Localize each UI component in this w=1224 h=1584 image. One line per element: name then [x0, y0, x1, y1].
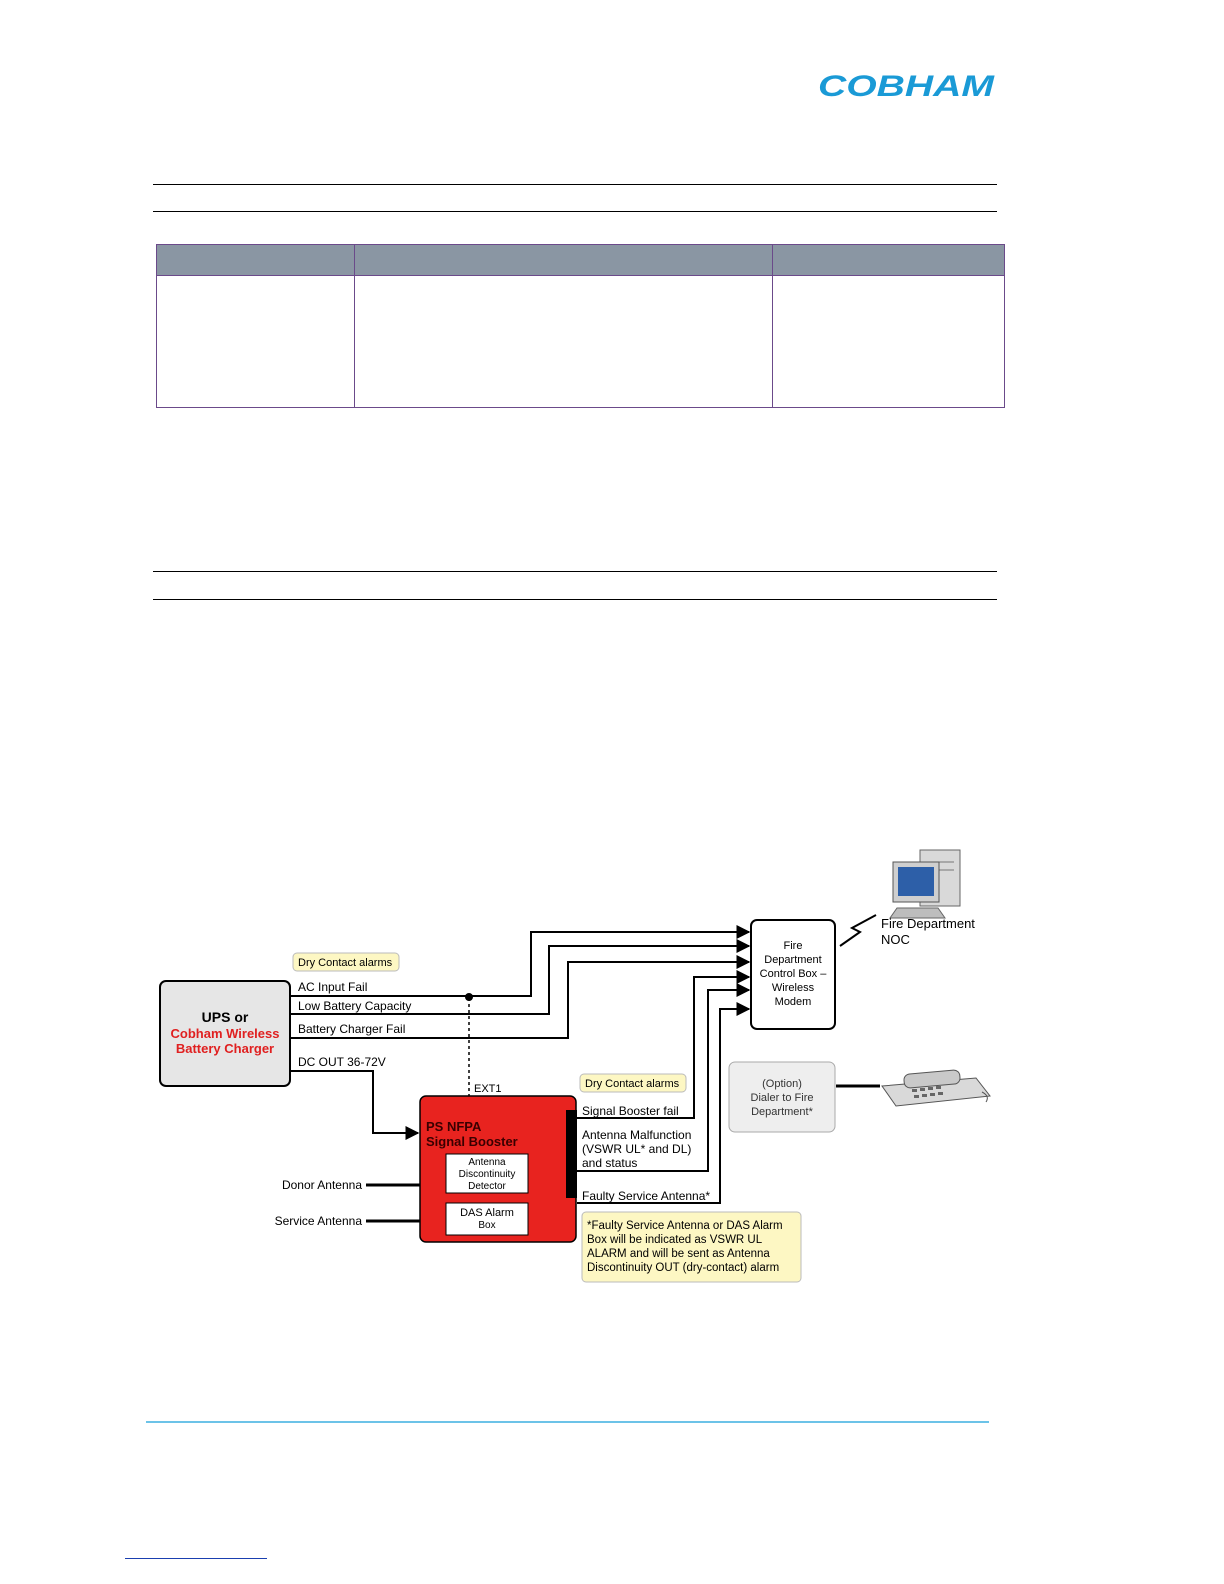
section-rule-mid-2	[153, 599, 997, 600]
table-cell	[773, 276, 1005, 408]
cobham-logo	[816, 70, 996, 100]
footer-rule	[146, 1421, 989, 1423]
label-malfunction-2: (VSWR UL* and DL)	[582, 1142, 692, 1156]
noc-line1: Fire Department	[881, 916, 975, 931]
computer-icon	[890, 850, 960, 918]
spec-table	[156, 244, 1005, 408]
das-line2: Box	[478, 1220, 496, 1231]
booster-connector-bar	[566, 1110, 577, 1198]
dialer-line3: Department*	[751, 1106, 813, 1118]
dry-contact-tag-2-text: Dry Contact alarms	[585, 1078, 680, 1090]
wire-booster-fail	[577, 977, 749, 1118]
wire-dc-out	[291, 1071, 418, 1133]
detector-line2: Discontinuity	[458, 1169, 516, 1180]
label-low-battery: Low Battery Capacity	[298, 999, 412, 1013]
wire-noc-lightning	[840, 915, 876, 946]
section-rule-mid-1	[153, 571, 997, 572]
label-faulty-antenna: Faulty Service Antenna*	[582, 1189, 711, 1203]
booster-title-1: PS NFPA	[426, 1119, 482, 1134]
ups-line2: Cobham Wireless	[170, 1026, 280, 1041]
fire-box-line4: Wireless	[771, 982, 815, 994]
table-cell	[157, 276, 355, 408]
label-booster-fail: Signal Booster fail	[582, 1104, 679, 1118]
das-line1: DAS Alarm	[460, 1207, 514, 1219]
footer-link-underline[interactable]	[125, 1558, 267, 1559]
fire-box-line5: Modem	[774, 996, 812, 1008]
note-line4: Discontinuity OUT (dry-contact) alarm	[587, 1262, 780, 1274]
alarm-diagram	[0, 840, 1224, 1300]
label-charger-fail: Battery Charger Fail	[298, 1022, 406, 1036]
service-antenna-label: Service Antenna	[274, 1214, 362, 1228]
fire-box-line2: Department	[764, 954, 822, 966]
ups-line1: UPS or	[201, 1009, 249, 1025]
label-malfunction-1: Antenna Malfunction	[582, 1128, 692, 1142]
table-row	[157, 276, 1005, 408]
section-rule-top-1	[153, 184, 997, 185]
ups-line3: Battery Charger	[175, 1041, 275, 1056]
fire-box-line3: Control Box –	[759, 968, 827, 980]
label-ac-input-fail: AC Input Fail	[298, 980, 368, 994]
wire-junction	[465, 993, 473, 1001]
note-line1: *Faulty Service Antenna or DAS Alarm	[587, 1220, 783, 1232]
table-header-cell-2	[355, 245, 773, 276]
table-cell	[355, 276, 773, 408]
section-rule-top-2	[153, 211, 997, 212]
detector-line1: Antenna	[468, 1157, 506, 1168]
dialer-line1: (Option)	[762, 1078, 802, 1090]
dry-contact-tag-1-text: Dry Contact alarms	[298, 957, 393, 969]
donor-antenna-label: Donor Antenna	[281, 1178, 362, 1192]
dialer-line2: Dialer to Fire	[750, 1092, 814, 1104]
table-header-cell-3	[773, 245, 1005, 276]
table-header-cell-1	[157, 245, 355, 276]
noc-line2: NOC	[881, 932, 910, 947]
note-line2: Box will be indicated as VSWR UL	[587, 1234, 763, 1246]
note-line3: ALARM and will be sent as Antenna	[587, 1248, 770, 1260]
detector-line3: Detector	[468, 1181, 506, 1192]
telephone-icon	[882, 1070, 990, 1106]
label-ext1: EXT1	[474, 1083, 502, 1095]
table-header-row	[157, 245, 1005, 276]
fire-box-line1: Fire	[783, 940, 803, 952]
label-dc-out: DC OUT 36-72V	[298, 1055, 386, 1069]
booster-title-2: Signal Booster	[426, 1134, 518, 1149]
label-malfunction-3: and status	[582, 1156, 638, 1170]
logo-text: COBHAM	[818, 70, 996, 100]
